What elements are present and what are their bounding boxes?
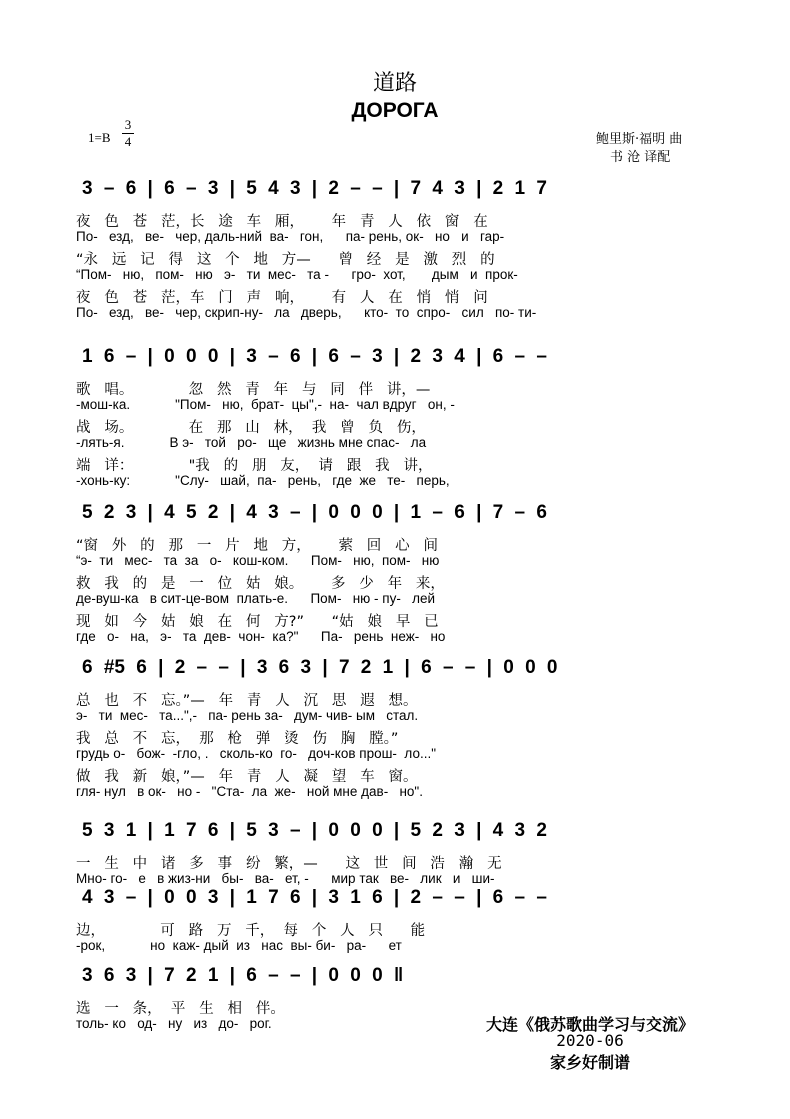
lyric-line: “э- ти мес- та за о- кош-ком. Пом- ню, пом- ню	[76, 553, 440, 568]
lyric-line: толь- ко од- ну из до- рог.	[76, 1016, 272, 1031]
notation-line: 4 3 – | 0 0 3 | 1 7 6 | 3 1 6 | 2 – – | 6 – –	[82, 887, 547, 908]
lyric-line: 歌 唱。 忽 然 青 年 与 同 伴 讲，—	[76, 382, 431, 398]
notation-line: 3 – 6 | 6 – 3 | 5 4 3 | 2 – – | 7 4 3 | 2 1 7	[82, 178, 547, 199]
lyric-line: 救 我 的 是 一 位 姑 娘。 多 少 年 来，	[76, 576, 445, 592]
time-signature	[122, 118, 134, 149]
lyric-line: 做 我 新 娘，”— 年 青 人 凝 望 车 窗。	[76, 769, 418, 785]
lyric-line: Мно- го- е в жиз-ни бы- ва- ет, - мир так ве- лик и ши-	[76, 871, 495, 886]
lyric-line: 一 生 中 诸 多 事 纷 繁，— 这 世 间 浩 瀚 无	[76, 856, 502, 872]
lyric-line: 端 详： "我 的 朋 友， 请 跟 我 讲，	[76, 458, 433, 474]
footer-maker: 家乡好制谱	[549, 1053, 630, 1072]
notation-line: 5 3 1 | 1 7 6 | 5 3 – | 0 0 0 | 5 2 3 | 4 3 2	[82, 820, 547, 841]
footer-date: 2020-06	[556, 1031, 624, 1050]
notation-line: 1 6 – | 0 0 0 | 3 – 6 | 6 – 3 | 2 3 4 | 6 – –	[82, 346, 547, 367]
lyric-line: 战 场。 在 那 山 林， 我 曾 负 伤，	[76, 420, 426, 436]
lyric-line: э- ти мес- та...",- па- рень за- дум- чив- ым стал.	[76, 708, 419, 723]
time-signature-bottom: 4	[124, 134, 132, 149]
time-signature-top: 3	[124, 117, 132, 132]
lyric-line: -рок, но каж- дый из нас вы- би- ра- ет	[76, 938, 402, 953]
lyric-line: де-вуш-ка в сит-це-вом плать-е. Пом- ню - пу- лей	[76, 591, 436, 606]
lyric-line: 夜 色 苍 茫，长 途 车 厢， 年 青 人 依 窗 在	[76, 214, 488, 230]
lyric-line: 总 也 不 忘。”— 年 青 人 沉 思 遐 想。	[76, 693, 418, 709]
title-chinese: 道路	[372, 71, 417, 96]
composer-credit: 鲍里斯·福明 曲	[596, 132, 683, 147]
lyric-line: -лять-я. В э- той ро- ще жизнь мне спас- ла	[76, 435, 427, 450]
lyric-line: -хонь-ку: "Слу- шай, па- рень, где же те- перь,	[76, 473, 450, 488]
key-signature: 1=B	[88, 130, 111, 145]
lyric-line: 夜 色 苍 茫，车 门 声 响， 有 人 在 悄 悄 问	[76, 290, 488, 306]
arranger-credit: 书 沧 译配	[610, 150, 671, 165]
title-russian: ДОРОГА	[351, 99, 439, 122]
lyric-line: 我 总 不 忘， 那 枪 弹 烫 伤 胸 膛。”	[76, 731, 399, 747]
lyric-line: 现 如 今 姑 娘 在 何 方?” “姑 娘 早 已	[76, 614, 439, 630]
lyric-line: “永 远 记 得 这 个 地 方— 曾 经 是 激 烈 的	[76, 252, 495, 268]
notation-line: 5 2 3 | 4 5 2 | 4 3 – | 0 0 0 | 1 – 6 | 7 – 6	[82, 502, 547, 523]
notation-line: 6 #5 6 | 2 – – | 3 6 3 | 7 2 1 | 6 – – | 0 0 0	[82, 657, 558, 678]
lyric-line: гля- нул в ок- но - "Ста- ла же- ной мне дав- но".	[76, 784, 423, 799]
lyric-line: -мош-ка. "Пом- ню, брат- цы",- на- чал вдруг он, -	[76, 397, 455, 412]
lyric-line: где о- на, э- та дев- чон- ка?" Па- рень неж- но	[76, 629, 446, 644]
lyric-line: 选 一 条， 平 生 相 伴。	[76, 1001, 285, 1017]
lyric-line: По- езд, ве- чер, скрип-ну- ла дверь, кто- то спро- сил по- ти-	[76, 305, 537, 320]
lyric-line: 边， 可 路 万 千， 每 个 人 只 能	[76, 923, 426, 939]
lyric-line: По- езд, ве- чер, даль-ний ва- гон, па- рень, ок- но и гар-	[76, 229, 505, 244]
lyric-line: “窗 外 的 那 一 片 地 方， 萦 回 心 间	[76, 538, 438, 554]
footer-source: 大连《俄苏歌曲学习与交流》	[485, 1015, 694, 1034]
notation-line: 3 6 3 | 7 2 1 | 6 – – | 0 0 0 ‖	[82, 965, 404, 986]
lyric-line: грудь о- бож- -гло, . сколь-ко го- доч-ков прош- ло..."	[76, 746, 436, 761]
lyric-line: “Пом- ню, пом- ню э- ти мес- та - гро- хот, дым и прок-	[76, 267, 518, 282]
